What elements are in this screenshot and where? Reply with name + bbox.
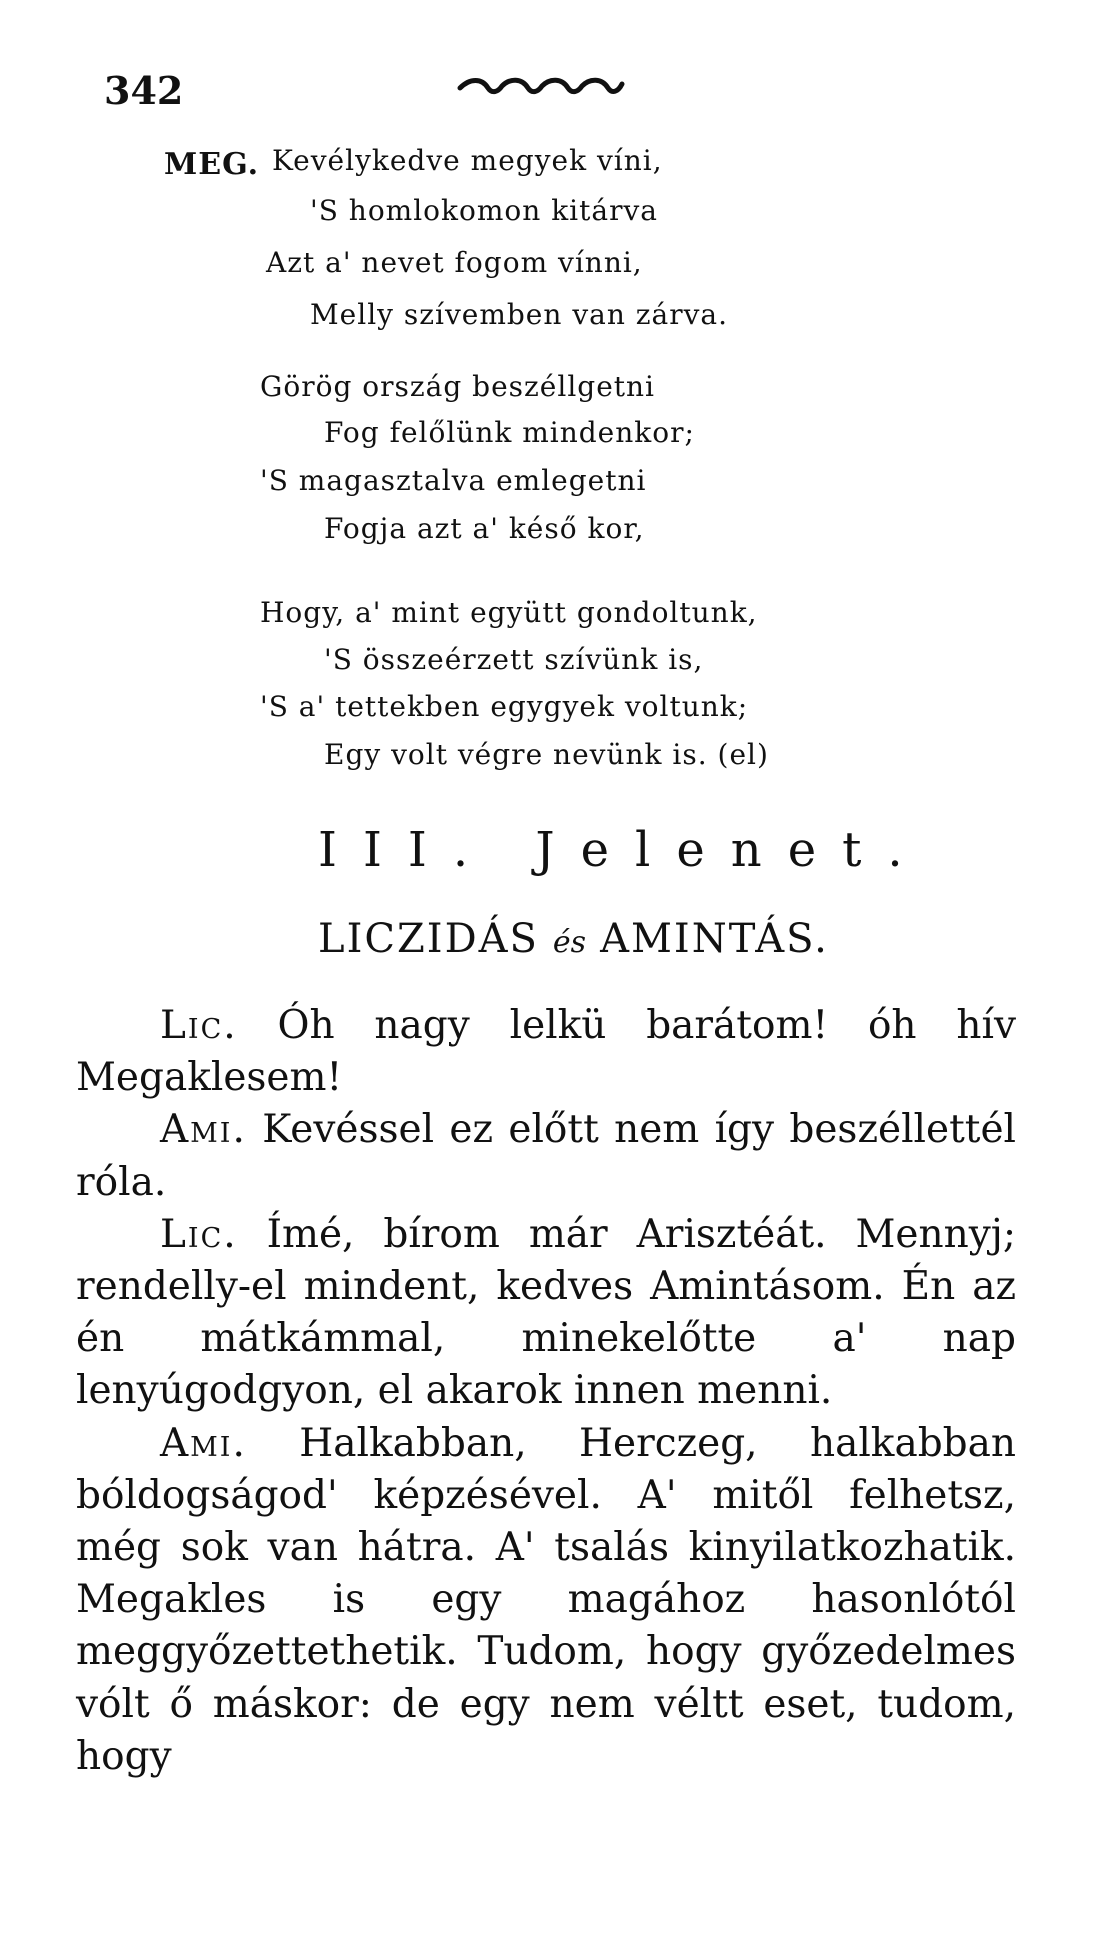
dialogue-paragraph	[76, 1209, 1016, 1418]
page-number: 342	[104, 68, 184, 113]
character-name: AMINTÁS.	[600, 916, 829, 962]
verse-line: 'S a' tettekben egygyek voltunk;	[260, 690, 749, 723]
dialogue-paragraph	[76, 1000, 1016, 1104]
verse-line: Kevélykedve megyek víni,	[272, 144, 663, 177]
dialogue-text: Ímé, bírom már Arisztéát. Mennyj; rendelly-el mindent, kedves Amintásom. Én az én mátkámmal, minekelőtte a' nap lenyúgodgyon, el akarok innen menni.	[76, 1211, 1016, 1414]
scene-characters	[318, 916, 829, 962]
speaker-label: Ami.	[160, 1107, 247, 1153]
verse-line: Melly szívemben van zárva.	[310, 298, 728, 331]
verse-line: 'S homlokomon kitárva	[310, 194, 658, 227]
verse-line: Egy volt végre nevünk is. (el)	[324, 738, 769, 771]
scene-heading: III. Jelenet.	[318, 822, 929, 878]
speaker-label: Ami.	[160, 1420, 247, 1466]
speaker-label: Lic.	[160, 1211, 238, 1257]
verse-line: Fogja azt a' késő kor,	[324, 512, 645, 545]
character-name: LICZIDÁS	[318, 916, 539, 962]
ornament-flourish	[456, 74, 626, 104]
verse-line: Görög ország beszéllgetni	[260, 370, 656, 403]
dialogue-text: Halkabban, Herczeg, halkabban bóldogságod' képzésével. A' mitől felhetsz, még sok van hátra. A' tsalás kinyilatkozhatik. Megakles is egy magához hasonlótól meggyőzettethetik. Tudom, hogy győzedelmes vólt ő máskor: de egy nem véltt eset, tudom, hogy	[76, 1420, 1016, 1779]
verse-line: Azt a' nevet fogom vínni,	[266, 246, 643, 279]
conjunction: és	[552, 925, 587, 960]
verse-line: 'S magasztalva emlegetni	[260, 464, 647, 497]
dialogue-text: Óh nagy lelkü barátom! óh hív Megaklesem!	[76, 1003, 1017, 1101]
dialogue-prose	[76, 1000, 1016, 1783]
verse-line: 'S összeérzett szívünk is,	[324, 643, 704, 676]
verse-line: Hogy, a' mint együtt gondoltunk,	[260, 596, 758, 629]
dialogue-text: Kevéssel ez előtt nem így beszéllettél róla.	[76, 1107, 1016, 1205]
dialogue-paragraph	[76, 1418, 1016, 1783]
verse-line: Fog felőlünk mindenkor;	[324, 416, 695, 449]
dialogue-paragraph	[76, 1104, 1016, 1208]
speaker-label: Lic.	[160, 1003, 238, 1048]
verse-speaker: MEG.	[164, 147, 260, 182]
